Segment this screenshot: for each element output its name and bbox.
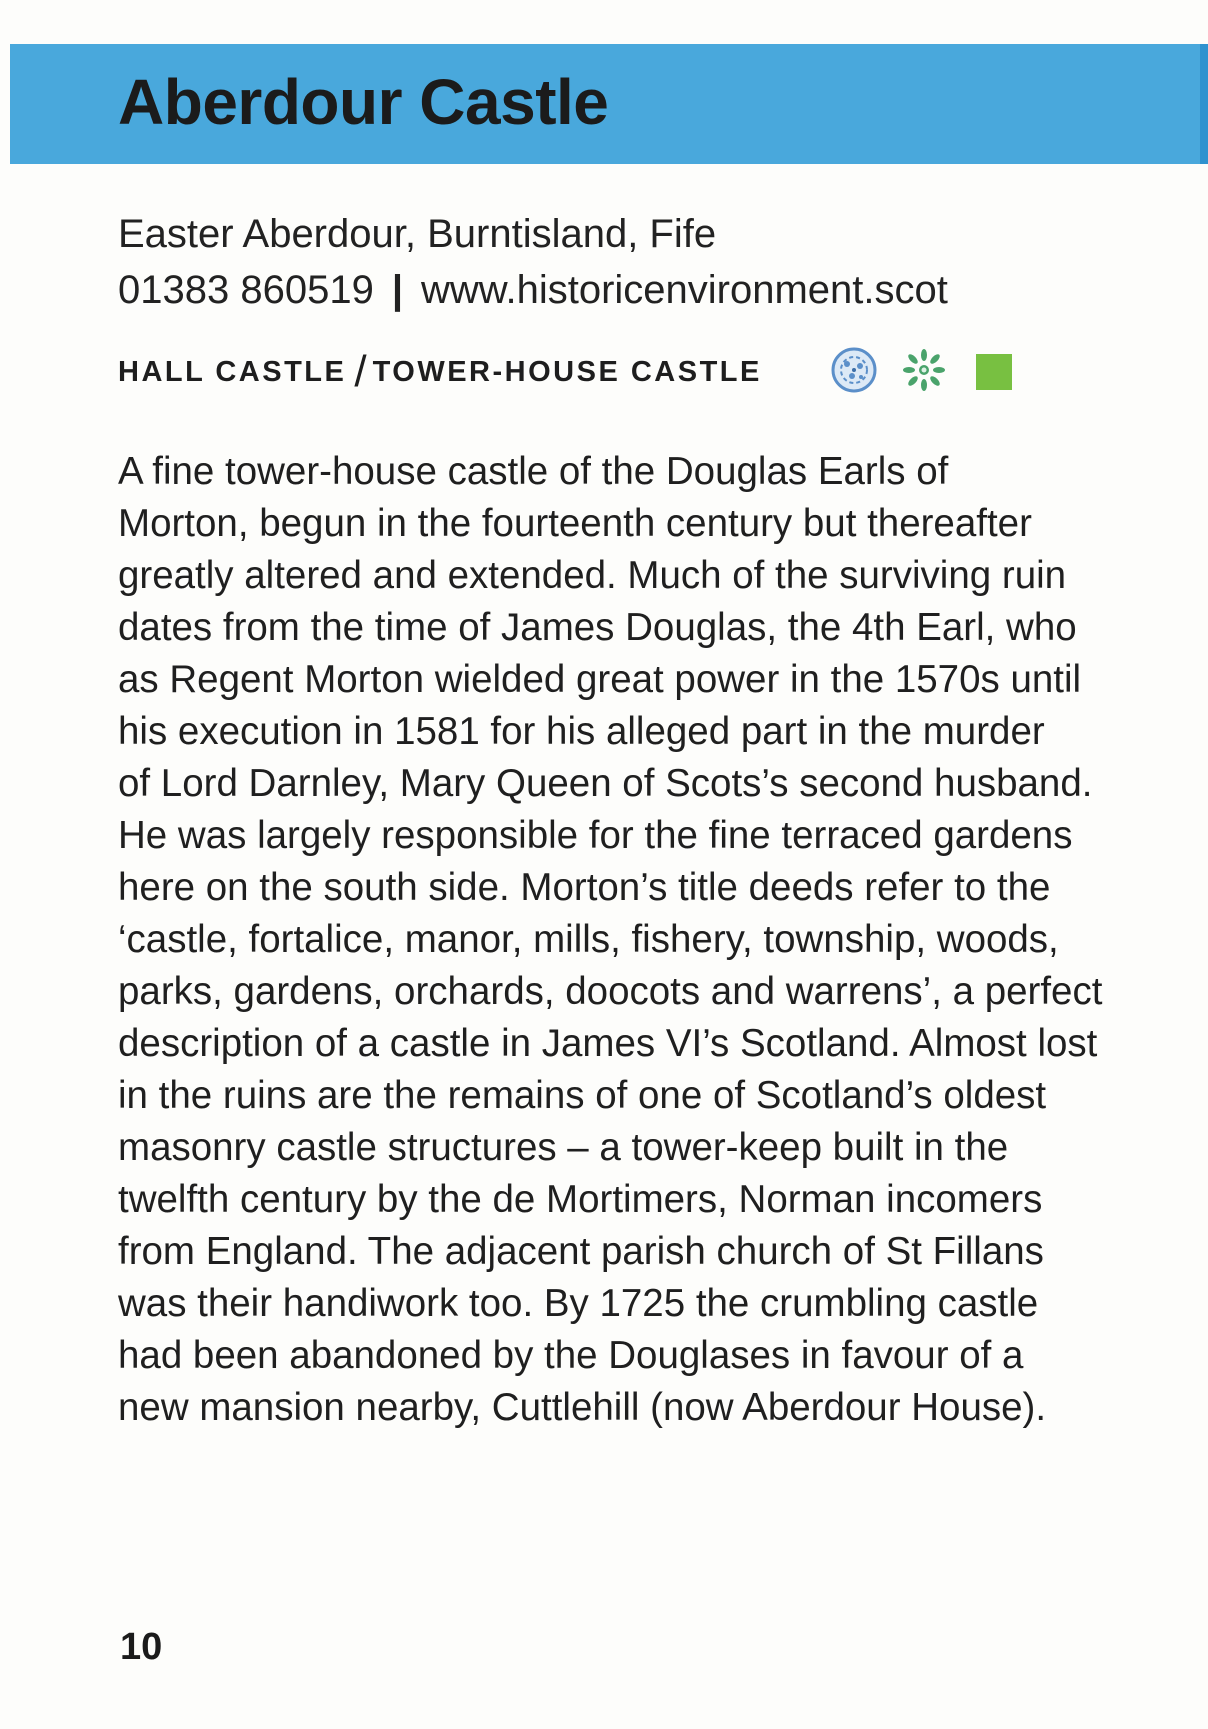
feature-badges bbox=[830, 344, 1034, 400]
category-divider: / bbox=[354, 347, 367, 396]
body-line: ‘castle, fortalice, manor, mills, fishery, township, woods, bbox=[118, 918, 1059, 961]
body-line: was their handiwork too. By 1725 the crumbling castle bbox=[118, 1282, 1039, 1325]
category-row bbox=[118, 348, 762, 396]
phone-number: 01383 860519 bbox=[118, 268, 374, 312]
edge-tab bbox=[1200, 44, 1208, 164]
address: Easter Aberdour, Burntisland, Fife bbox=[118, 212, 717, 256]
body-line: of Lord Darnley, Mary Queen of Scots’s second husband. bbox=[118, 762, 1093, 805]
body-line: masonry castle structures – a tower-keep built in the bbox=[118, 1126, 1009, 1169]
category-secondary: TOWER-HOUSE CASTLE bbox=[372, 355, 762, 388]
body-line: A fine tower-house castle of the Douglas Earls of bbox=[118, 450, 949, 493]
body-line: had been abandoned by the Douglases in favour of a bbox=[118, 1334, 1024, 1377]
body-line: new mansion nearby, Cuttlehill (now Aberdour House). bbox=[118, 1386, 1047, 1429]
body-line: description of a castle in James VI’s Scotland. Almost lost bbox=[118, 1022, 1098, 1065]
body-line: as Regent Morton wielded great power in the 1570s until bbox=[118, 658, 1082, 701]
contact-separator: | bbox=[391, 268, 404, 312]
website-link[interactable]: www.historicenvironment.scot bbox=[421, 268, 948, 312]
green-square-icon bbox=[976, 354, 1012, 390]
body-line: parks, gardens, orchards, doocots and warrens’, a perfect bbox=[118, 970, 1103, 1013]
body-line: his execution in 1581 for his alleged part in the murder bbox=[118, 710, 1045, 753]
contact-line bbox=[118, 264, 948, 316]
castle-description bbox=[118, 446, 1148, 1434]
body-line: from England. The adjacent parish church of St Fillans bbox=[118, 1230, 1044, 1273]
body-line: greatly altered and extended. Much of the surviving ruin bbox=[118, 554, 1067, 597]
blue-globe-icon bbox=[830, 346, 878, 399]
page-number: 10 bbox=[120, 1626, 163, 1668]
body-line: Morton, begun in the fourteenth century but thereafter bbox=[118, 502, 1032, 545]
body-line: He was largely responsible for the fine terraced gardens bbox=[118, 814, 1073, 857]
category-primary: HALL CASTLE bbox=[118, 355, 347, 388]
body-line: here on the south side. Morton’s title deeds refer to the bbox=[118, 866, 1051, 909]
page-title: Aberdour Castle bbox=[118, 66, 609, 138]
green-flower-icon bbox=[900, 346, 948, 399]
body-line: in the ruins are the remains of one of Scotland’s oldest bbox=[118, 1074, 1047, 1117]
body-line: dates from the time of James Douglas, the 4th Earl, who bbox=[118, 606, 1077, 649]
body-line: twelfth century by the de Mortimers, Norman incomers bbox=[118, 1178, 1043, 1221]
